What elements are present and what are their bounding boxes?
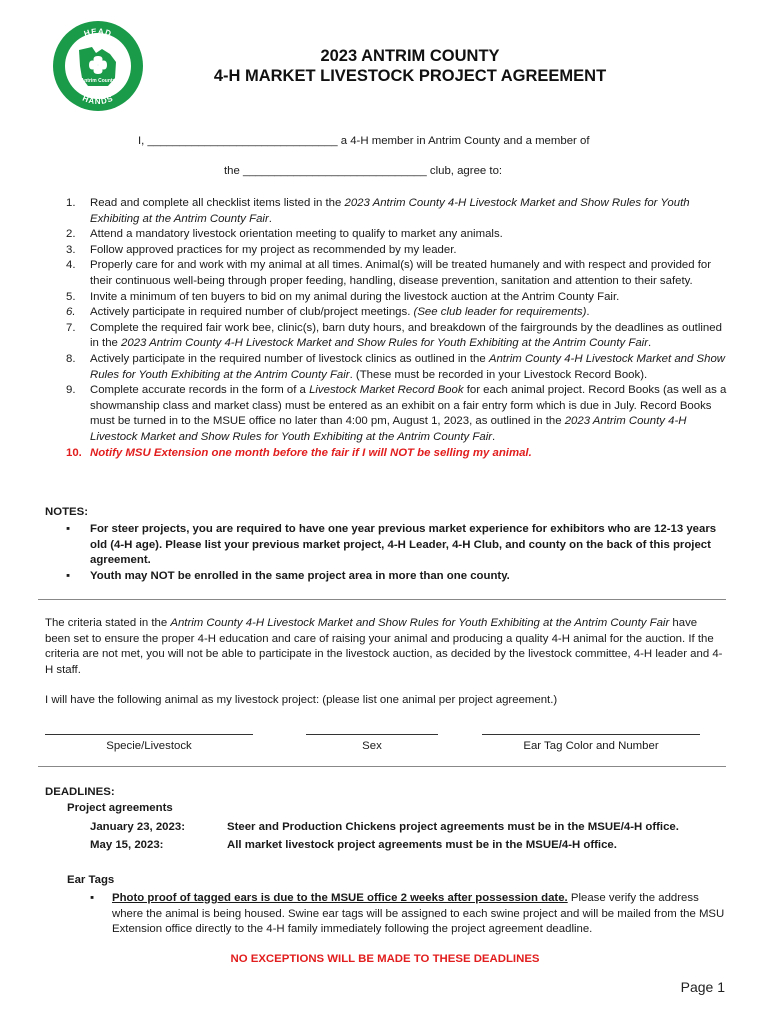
agreement-item-10: 10. Notify MSU Extension one month before the fair if I will NOT be selling my animal.: [66, 446, 532, 459]
agreement-item-7: 7. Complete the required fair work bee, clinic(s), barn duty hours, and breakdown of the fairgrounds by the deadlines as outlined in the 2023 Antrim County 4-H Livestock Market and Show Rules for Youth Exhibiting at the Antrim County Fair.: [66, 321, 722, 350]
bullet-icon: ▪: [90, 892, 95, 904]
deadline-date: May 15, 2023:: [90, 839, 164, 851]
criteria-paragraph: The criteria stated in the Antrim County 4-H Livestock Market and Show Rules for Youth Exhibiting at the Antrim County Fair have been set to ensure the proper 4-H education and care of raising your animal and producing a quality 4-H animal for the auction. If the criteria are not met, you will not be able to participate in the livestock auction, as decided by the livestock committee, 4-H leader and 4-H staff.: [45, 617, 723, 676]
bullet-icon: ▪: [66, 523, 71, 535]
4h-clover-logo: [52, 20, 144, 112]
specie-input-line[interactable]: [45, 734, 253, 735]
ear-tags-heading: Ear Tags: [67, 874, 115, 886]
ear-tag-item: ▪ Photo proof of tagged ears is due to the MSUE office 2 weeks after possession date. Please verify the address where the animal is being housed. Swine ear tags will be assigned to each swine project and will be mailed from the MSU Extension office directly to the 4-H family immediately following the project agreement deadline.: [90, 892, 725, 936]
animal-statement: I will have the following animal as my livestock project: (please list one animal per project agreement.): [45, 694, 558, 706]
divider: [38, 766, 726, 767]
deadlines-heading: DEADLINES:: [45, 786, 115, 798]
page-number: Page 1: [680, 979, 725, 995]
agreement-item-8: 8. Actively participate in the required number of livestock clinics as outlined in the Antrim County 4-H Livestock Market and Show Rules for Youth Exhibiting at the Antrim County Fair. (These must be recorded in your Livestock Record Book).: [66, 352, 726, 381]
ear-tags-list: [90, 891, 726, 938]
document-title-line1: 2023 ANTRIM COUNTY: [320, 47, 500, 65]
logo-ring-top-text: HEAD: [82, 26, 114, 39]
bullet-icon: ▪: [66, 569, 71, 582]
note-item: ▪ For steer projects, you are required to have one year previous market experience for exhibitors who are 12-13 years old (4-H age). Please list your previous market project, 4-H Leader, 4-H Club, and county on the back of this project agreement.: [66, 523, 717, 567]
deadline-text: Steer and Production Chickens project agreements must be in the MSUE/4-H office.: [227, 821, 679, 833]
logo-inner-text: Antrim County: [80, 78, 116, 84]
project-agreements-heading: Project agreements: [67, 802, 173, 814]
notes-list: [66, 522, 726, 584]
no-exceptions-notice: NO EXCEPTIONS WILL BE MADE TO THESE DEADLINES: [230, 953, 540, 965]
divider: [38, 599, 726, 600]
agreement-item-9: 9. Complete accurate records in the form of a Livestock Market Record Book for each animal project. Record Books (as well as a showmanship class and market class) must be entered as an exhibit on a fair entry form which is due in July. Record Books must be turned in to the MSUE office no later than 4:00 pm, August 1, 2023, as outlined in the 2023 Antrim County 4-H Livestock Market and Show Rules for Youth Exhibiting at the Antrim County Fair.: [66, 384, 727, 443]
deadline-text: All market livestock project agreements must be in the MSUE/4-H office.: [227, 839, 617, 851]
agreement-item-4: 4. Properly care for and work with my animal at all times. Animal(s) will be treated humanely and with respect and provided for their continuous well-being through proper feeding, handling, disease prevention, sanitation and attention to their safety.: [66, 259, 712, 287]
agreement-item-3: 3. Follow approved practices for my project as recommended by my leader.: [66, 243, 457, 256]
notes-heading: NOTES:: [45, 506, 89, 518]
agreement-list: [66, 196, 728, 461]
logo-ring-bottom-text: HANDS: [81, 93, 115, 107]
sex-input-line[interactable]: [306, 734, 438, 735]
specie-label: Specie/Livestock: [106, 740, 192, 752]
note-item: ▪ Youth may NOT be enrolled in the same project area in more than one county.: [66, 569, 726, 585]
sex-label: Sex: [362, 740, 382, 752]
ear-tag-label: Ear Tag Color and Number: [523, 740, 659, 752]
deadline-date: January 23, 2023:: [90, 821, 185, 833]
ear-tag-input-line[interactable]: [482, 734, 700, 735]
agreement-item-2: 2. Attend a mandatory livestock orientation meeting to qualify to market any animals.: [66, 228, 503, 241]
agreement-item-1: 1. Read and complete all checklist items listed in the 2023 Antrim County 4-H Livestock Market and Show Rules for Youth Exhibiting at the Antrim County Fair.: [66, 197, 690, 225]
agreement-item-6: 6. Actively participate in required number of club/project meetings. (See club leader for requirements).: [66, 306, 590, 319]
member-name-line: I, ______________________________ a 4-H member in Antrim County and a member of: [138, 135, 590, 147]
document-title-line2: 4-H MARKET LIVESTOCK PROJECT AGREEMENT: [213, 67, 607, 85]
club-name-line: the _____________________________ club, agree to:: [224, 165, 503, 177]
agreement-item-5: 5. Invite a minimum of ten buyers to bid on my animal during the livestock auction at the Antrim County Fair.: [66, 290, 620, 303]
